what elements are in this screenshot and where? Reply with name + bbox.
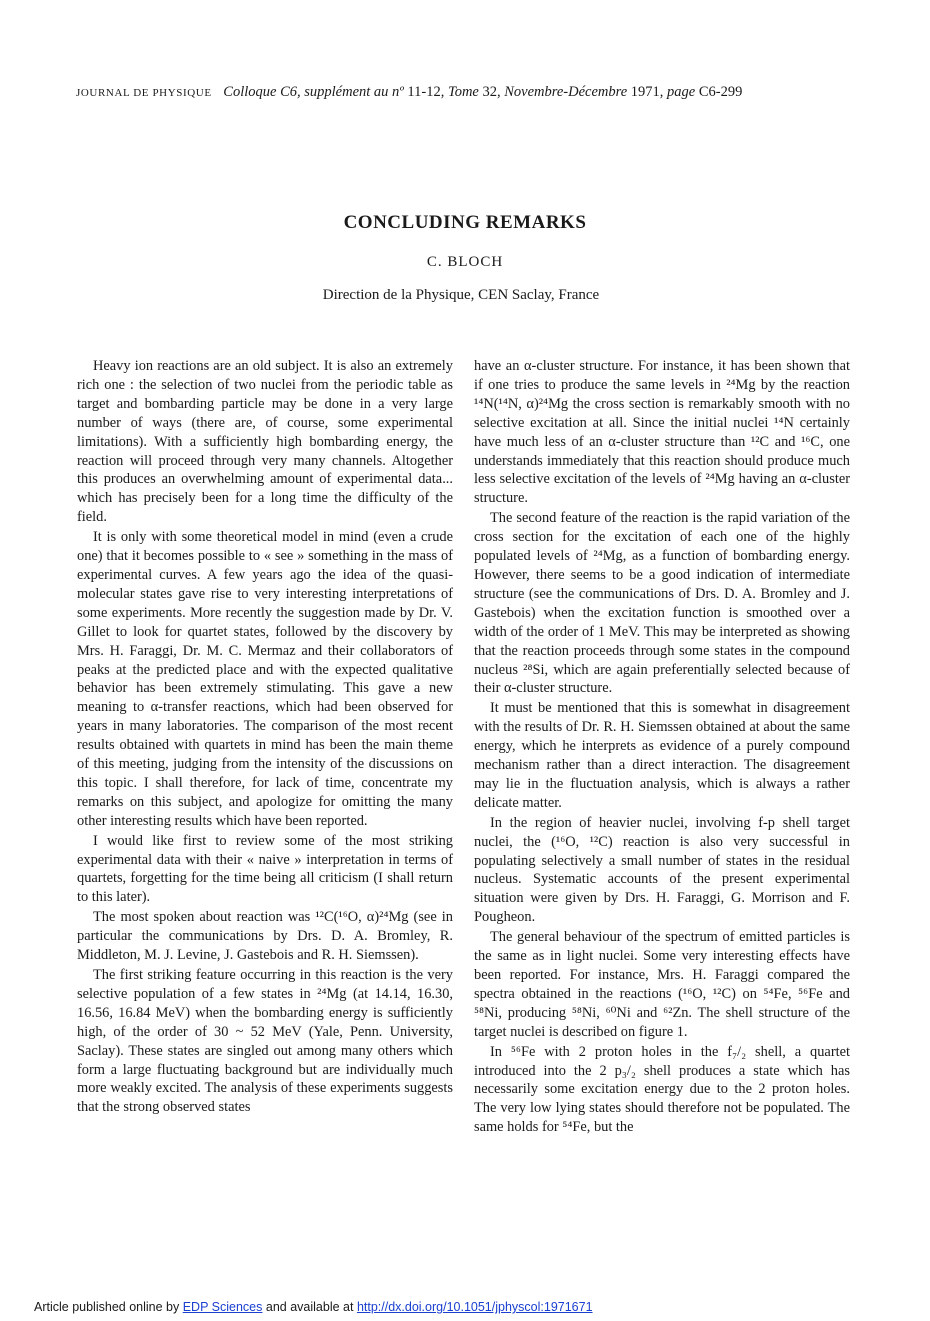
paper-title: CONCLUDING REMARKS: [343, 212, 587, 233]
paragraph: In ⁵⁶Fe with 2 proton holes in the f₇/₂ shell, a quartet introduced into the 2 p₃/₂ shell produces a state which has necessarily some excitation energy due to the 2 proton holes. The very low lying states should therefore not be populated. The same holds for ⁵⁴Fe, but the: [474, 1043, 850, 1136]
journal-name: JOURNAL DE PHYSIQUE: [76, 87, 212, 99]
paragraph: I would like first to review some of the most striking experimental data with their « naive » interpretation in terms of quartets, forgetting for the time being all criticism (I shall return to this later).: [77, 832, 453, 906]
paragraph: The most spoken about reaction was ¹²C(¹⁶O, α)²⁴Mg (see in particular the communications by Drs. D. A. Bromley, R. Middleton, M. J. Levine, J. Gastebois and R. H. Siemssen).: [77, 909, 453, 964]
citation-issue: 11-12,: [407, 84, 445, 100]
paragraph: Heavy ion reactions are an old subject. It is also an extremely rich one : the selection of two nuclei from the periodic table as target and bombarding particle may be done in a very large number of ways (there are, of course, some experimental limitations). With a sufficiently high bombarding energy, the reaction will proceed through very many channels. Altogether this produces an overwhelming amount of experimental data... which has precisely been for a long time the difficulty of the field.: [77, 358, 453, 526]
edp-sciences-link[interactable]: EDP Sciences: [182, 1300, 263, 1314]
paragraph: have an α-cluster structure. For instance, it has been shown that if one tries to produce the same levels in ²⁴Mg by the reaction ¹⁴N(¹⁴N, α)²⁴Mg the cross section is remarkably smooth with no selective excitation at all. Since the initial nuclei ¹⁴N certainly have much less of an α-cluster structure than ¹²C and ¹⁶C, one understands immediately that this reaction should produce much less selective excitation of the levels of ²⁴Mg having an α-cluster structure.: [474, 358, 850, 507]
doi-link[interactable]: http://dx.doi.org/10.1051/jphyscol:1971671: [356, 1300, 593, 1314]
citation-page: C6-299: [698, 84, 743, 100]
citation-tome-label: Tome: [447, 84, 479, 100]
author-affiliation: Direction de la Physique, CEN Saclay, France: [322, 287, 600, 303]
right-column: [474, 357, 850, 1137]
citation-page-label: page: [667, 84, 696, 100]
footer-text: Article published online by: [34, 1300, 180, 1314]
paragraph: The second feature of the reaction is the rapid variation of the cross section for the excitation of each one of the highly populated levels of ²⁴Mg, as a function of bombarding energy. However, there seems to be a good indication of intermediate structure (see the communications of Drs. D. A. Bromley and J. Gastebois) when the excitation function is smoothed over a width of the order of 1 MeV. This may be interpreted as showing that the reaction proceeds through some states in the compound nucleus ²⁸Si, which are again preferentially selected because of their α-cluster structure.: [474, 510, 850, 697]
paragraph: It is only with some theoretical model in mind (even a crude one) that it becomes possible to « see » something in the mass of experimental curves. A few years ago the idea of the quasi-molecular states gave rise to very interesting interpretations of some experiments. More recently the suggestion made by Dr. V. Gillet to look for quartet states, followed by the discovery by Mrs. H. Faraggi, Dr. M. C. Mermaz and their collaborators of peaks at the predicted place and with the expected qualitative behavior has been extremely stimulating. This gave a new meaning to α-transfer reactions, which had been observed for years in many laboratories. The comparison of the most recent results obtained with quartets in mind has been the main theme of this meeting, judging from the intensity of the discussions on this topic. I shall therefore, for lack of time, concentrate my remarks on this subject, and apologize for omitting the many other interesting results which have been reported.: [77, 529, 453, 829]
journal-header: [76, 84, 856, 101]
citation-colloque: Colloque C6, supplément au nº: [223, 84, 404, 100]
left-column: [77, 357, 453, 1117]
citation-months: Novembre-Décembre: [504, 84, 628, 100]
citation-tome: 32,: [482, 84, 501, 100]
paragraph: The first striking feature occurring in this reaction is the very selective population of a few states in ²⁴Mg (at 14.14, 16.30, 16.56, 16.84 MeV) when the bombarding energy is sufficiently high, of the order of 30 ~ 52 MeV (Yale, Penn. University, Saclay). These states are singled out among many others which form a large fluctuating background but are individually much more weakly excited. The analysis of these experiments suggests that the strong observed states: [77, 967, 453, 1116]
paragraph: In the region of heavier nuclei, involving f-p shell target nuclei, the (¹⁶O, ¹²C) reaction is also very successful in populating selectively a small number of states in the residual nucleus. Systematic accounts of the present experimental situation were given by Drs. H. Faraggi, G. Morrison and F. Pougheon.: [474, 814, 850, 926]
paper-author: C. BLOCH: [426, 254, 504, 270]
publication-footer: [34, 1300, 593, 1314]
paragraph: It must be mentioned that this is somewhat in disagreement with the results of Dr. R. H. Siemssen obtained at about the same energy, which he interprets as evidence of a purely compound mechanism rather than a direct interaction. The disagreement may lie in the fluctuation analysis, which is always a rather delicate matter.: [474, 700, 850, 811]
paragraph: The general behaviour of the spectrum of emitted particles is the same as in light nuclei. Some very interesting effects have been reported. For instance, Mrs. H. Faraggi compared the spectra obtained in the reactions (¹⁶O, ¹²C) on ⁵⁴Fe, ⁵⁶Fe and ⁵⁸Ni, producing ⁵⁸Ni, ⁶⁰Ni and ⁶²Zn. The shell structure of the target nuclei is described on figure 1.: [474, 929, 850, 1040]
citation-year: 1971,: [630, 84, 664, 100]
footer-text: and available at: [265, 1300, 354, 1314]
